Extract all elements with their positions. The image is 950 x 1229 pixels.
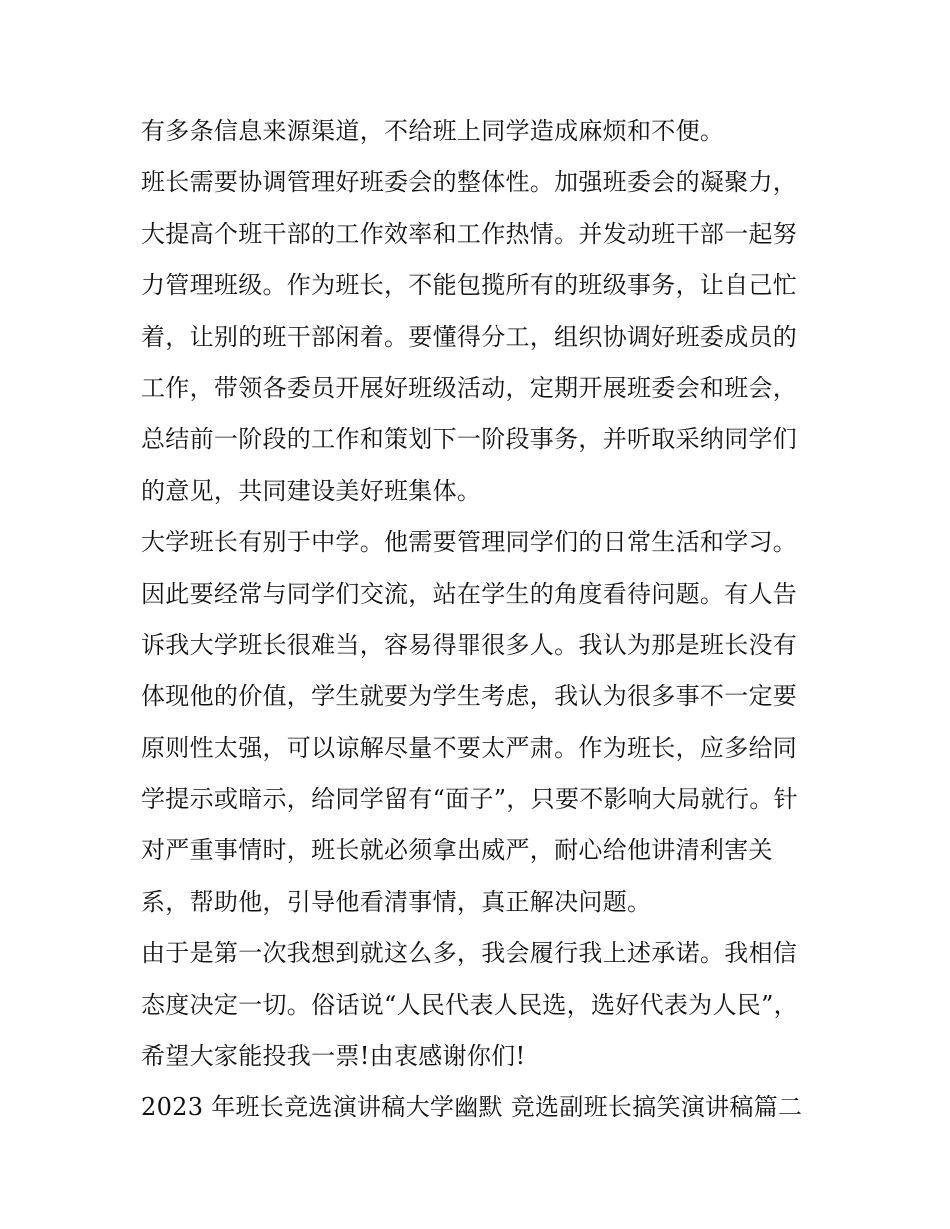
text-line: 班长需要协调管理好班委会的整体性。加强班委会的凝聚力，: [141, 168, 798, 197]
text-line: 系，帮助他，引导他看清事情，真正解决问题。: [141, 887, 652, 916]
text-line: 学提示或暗示，给同学留有“面子”，只要不影响大局就行。针: [141, 785, 798, 814]
text-line: 体现他的价值，学生就要为学生考虑，我认为很多事不一定要: [141, 682, 798, 711]
text-line: 着，让别的班干部闲着。要懂得分工，组织协调好班委成员的: [141, 322, 798, 351]
text-line: 态度决定一切。俗话说“人民代表人民选，选好代表为人民”，: [141, 990, 798, 1019]
document-body: [141, 106, 821, 1134]
text-line: 大提高个班干部的工作效率和工作热情。并发动班干部一起努: [141, 219, 798, 248]
text-line: 有多条信息来源渠道，不给班上同学造成麻烦和不便。: [141, 117, 725, 145]
text-line: 力管理班级。作为班长，不能包揽所有的班级事务，让自己忙: [141, 271, 798, 300]
text-line: 大学班长有别于中学。他需要管理同学们的日常生活和学习。: [141, 528, 798, 557]
section-heading: 2023 年班长竞选演讲稿大学幽默 竞选副班长搞笑演讲稿篇二: [141, 1093, 803, 1122]
text-line: 诉我大学班长很难当，容易得罪很多人。我认为那是班长没有: [141, 630, 798, 659]
text-line: 总结前一阶段的工作和策划下一阶段事务，并听取采纳同学们: [141, 425, 798, 454]
text-line: 的意见，共同建设美好班集体。: [141, 476, 482, 505]
text-line: 对严重事情时，班长就必须拿出威严，耐心给他讲清利害关: [141, 836, 773, 865]
text-line: 因此要经常与同学们交流，站在学生的角度看待问题。有人告: [141, 579, 798, 608]
text-line: 由于是第一次我想到就这么多，我会履行我上述承诺。我相信: [141, 939, 798, 968]
text-line: 工作，带领各委员开展好班级活动，定期开展班委会和班会，: [141, 373, 798, 402]
text-line: 原则性太强，可以谅解尽量不要太严肃。作为班长，应多给同: [141, 733, 798, 762]
text-line: 希望大家能投我一票!由衷感谢你们!: [141, 1042, 526, 1071]
